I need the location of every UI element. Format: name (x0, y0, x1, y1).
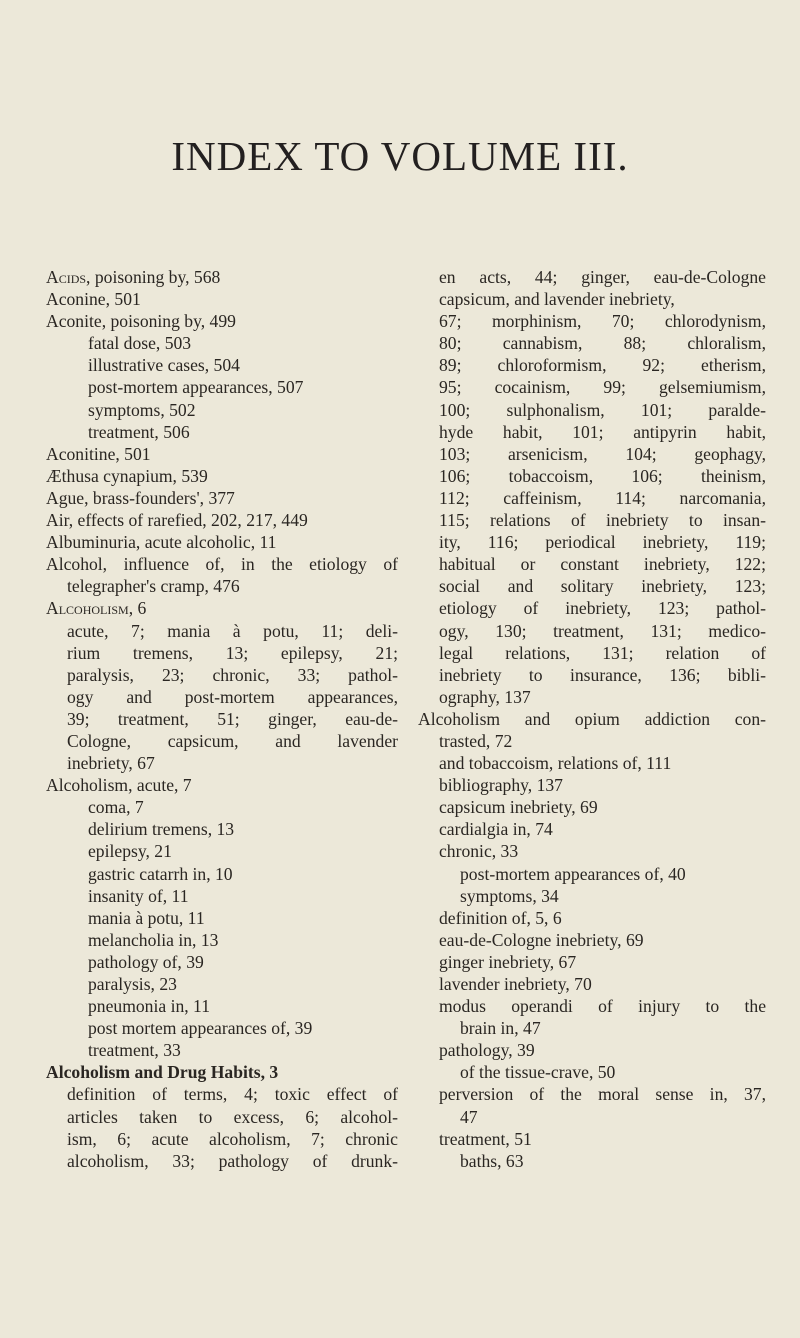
index-line: 47 (460, 1106, 478, 1127)
index-line: legal relations, 131; relation of (439, 642, 766, 663)
index-line: trasted, 72 (439, 730, 513, 751)
index-line: ginger inebriety, 67 (439, 951, 577, 972)
index-line: etiology of inebriety, 123; pathol- (439, 598, 766, 619)
index-column-right (418, 266, 766, 1172)
index-line: symptoms, 34 (460, 885, 559, 906)
index-line: post-mortem appearances of, 40 (460, 863, 686, 884)
index-line: ism, 6; acute alcoholism, 7; chronic (67, 1128, 398, 1149)
index-line: 112; caffeinism, 114; narcomania, (439, 487, 766, 508)
index-line: Aconine, 501 (46, 289, 141, 310)
index-line: social and solitary inebriety, 123; (439, 576, 766, 597)
index-line: capsicum inebriety, 69 (439, 797, 598, 818)
index-line: Æthusa cynapium, 539 (46, 465, 208, 486)
index-line: inebriety to insurance, 136; bibli- (439, 664, 766, 685)
index-line: paralysis, 23 (88, 974, 177, 994)
index-line: ity, 116; periodical inebriety, 119; (439, 532, 766, 553)
index-line: Alcohol, influence of, in the etiology of (46, 554, 398, 575)
index-line: post-mortem appearances, 507 (88, 377, 304, 398)
index-line: mania à potu, 11 (88, 907, 205, 928)
index-line: Ague, brass-founders', 377 (46, 487, 235, 508)
index-line: rium tremens, 13; epilepsy, 21; (67, 642, 398, 663)
index-line: lavender inebriety, 70 (439, 974, 592, 994)
index-line: and tobaccoism, relations of, 111 (439, 753, 672, 774)
index-line: habitual or constant inebriety, 122; (439, 554, 766, 575)
index-line: Aconite, poisoning by, 499 (46, 311, 236, 332)
index-line: of the tissue-crave, 50 (460, 1062, 616, 1083)
index-line: ography, 137 (439, 686, 531, 707)
index-line: 100; sulphonalism, 101; paralde- (439, 399, 766, 420)
index-line: delirium tremens, 13 (88, 819, 235, 840)
index-line: brain in, 47 (460, 1018, 541, 1039)
index-line: post mortem appearances of, 39 (88, 1018, 313, 1039)
index-line: 39; treatment, 51; ginger, eau-de- (67, 708, 398, 729)
index-line: treatment, 33 (88, 1040, 181, 1061)
index-line: Aconitine, 501 (46, 443, 151, 464)
index-line: epilepsy, 21 (88, 841, 172, 862)
index-line: paralysis, 23; chronic, 33; pathol- (67, 664, 398, 685)
index-line: eau-de-Cologne inebriety, 69 (439, 929, 644, 950)
index-line: cardialgia in, 74 (439, 819, 553, 840)
index-line: coma, 7 (88, 797, 144, 818)
page-title: INDEX TO VOLUME III. (171, 133, 629, 179)
index-line: melancholia in, 13 (88, 929, 219, 950)
index-line: 106; tobaccoism, 106; theinism, (439, 465, 766, 486)
index-line: Alcoholism, 6 (46, 598, 147, 619)
index-line: Alcoholism, acute, 7 (46, 775, 192, 796)
index-line: en acts, 44; ginger, eau-de-Cologne (439, 267, 766, 287)
index-line: modus operandi of injury to the (439, 996, 766, 1017)
index-line: inebriety, 67 (67, 753, 155, 774)
index-line: pathology, 39 (439, 1040, 535, 1061)
index-line: 103; arsenicism, 104; geophagy, (439, 443, 766, 464)
index-line: Albuminuria, acute alcoholic, 11 (46, 532, 277, 553)
index-line: perversion of the moral sense in, 37, (439, 1084, 766, 1105)
index-line: baths, 63 (460, 1150, 524, 1171)
index-line: telegrapher's cramp, 476 (67, 576, 240, 597)
index-line: pathology of, 39 (88, 951, 204, 972)
index-line: 80; cannabism, 88; chloralism, (439, 333, 766, 354)
index-line: acute, 7; mania à potu, 11; deli- (67, 620, 398, 641)
index-line: insanity of, 11 (88, 885, 189, 906)
index-line: definition of terms, 4; toxic effect of (67, 1084, 398, 1105)
index-line: alcoholism, 33; pathology of drunk- (67, 1150, 398, 1171)
index-line: treatment, 506 (88, 421, 190, 442)
index-column-left (46, 266, 398, 1172)
index-line: Cologne, capsicum, and lavender (67, 730, 398, 751)
index-line: 115; relations of inebriety to insan- (439, 510, 766, 531)
index-line: articles taken to excess, 6; alcohol- (67, 1106, 398, 1127)
index-line: Air, effects of rarefied, 202, 217, 449 (46, 510, 308, 531)
index-line: 67; morphinism, 70; chlorodynism, (439, 311, 766, 332)
index-line: chronic, 33 (439, 841, 519, 862)
index-line: ogy and post-mortem appearances, (67, 686, 398, 707)
index-line: 89; chloroformism, 92; etherism, (439, 355, 766, 376)
index-line: definition of, 5, 6 (439, 907, 562, 928)
index-line: Alcoholism and Drug Habits, 3 (46, 1062, 279, 1083)
index-line: illustrative cases, 504 (88, 355, 240, 376)
index-line: hyde habit, 101; antipyrin habit, (439, 421, 766, 442)
index-line: symptoms, 502 (88, 399, 196, 420)
index-line: 95; cocainism, 99; gelsemiumism, (439, 377, 766, 398)
index-line: ogy, 130; treatment, 131; medico- (439, 620, 766, 641)
index-line: Alcoholism and opium addiction con- (418, 708, 766, 729)
index-line: bibliography, 137 (439, 775, 563, 796)
index-line: fatal dose, 503 (88, 333, 192, 354)
index-line: capsicum, and lavender inebriety, (439, 289, 675, 310)
index-line: gastric catarrh in, 10 (88, 863, 233, 884)
index-line: treatment, 51 (439, 1128, 532, 1149)
index-line: Acids, poisoning by, 568 (46, 267, 221, 287)
index-line: pneumonia in, 11 (88, 996, 210, 1017)
